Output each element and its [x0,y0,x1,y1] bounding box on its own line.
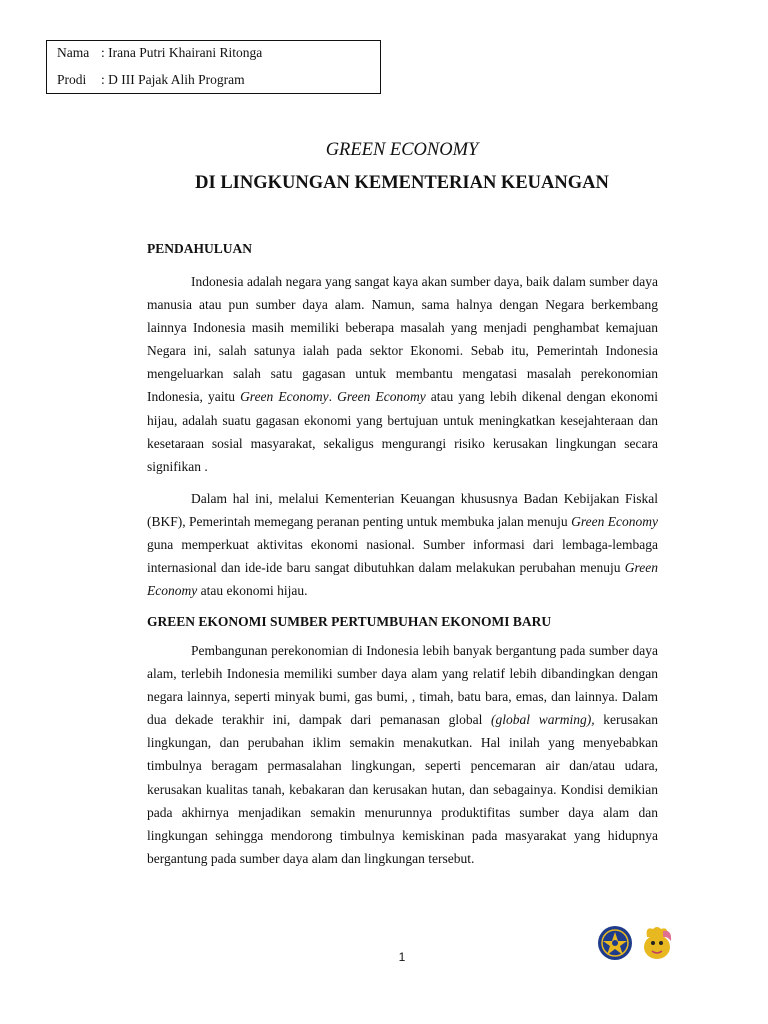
name-value: : Irana Putri Khairani Ritonga [101,45,263,60]
ministry-seal-icon [597,925,633,961]
mascot-icon [639,923,675,961]
section-heading-intro: PENDAHULUAN [147,241,253,256]
prodi-value: : D III Pajak Alih Program [101,72,245,87]
prodi-label: Prodi [57,72,87,87]
document-title-line2: DI LINGKUNGAN KEMENTERIAN KEUANGAN [195,173,609,193]
document-title-line1: GREEN ECONOMY [325,140,479,160]
name-label: Nama [57,45,90,60]
identity-box [46,40,381,94]
name-row [57,45,262,61]
page-number: 1 [398,950,406,964]
paragraph-growth-1: Pembangunan perekonomian di Indonesia lebih banyak bergantung pada sumber daya alam, terlebih Indonesia memiliki sumber daya alam yang relatif lebih dibandingkan dengan negara lainnya, seperti minyak bumi, gas bumi, , timah, batu bara, emas, dan lainnya. Dalam dua dekade terakhir ini, dampak dari pemanasan global (global warming), kerusakan lingkungan, dan perubahan iklim semakin menakutkan. Hal inilah yang menyebabkan timbulnya beragam permasalahan lingkungan, seperti pencemaran air dan/atau udara, kerusakan kualitas tanah, kebakaran dan kerusakan hutan, dan sebagainya. Kondisi demikian pada akhirnya menjadikan semakin menurunnya produktifitas sumber daya alam dan lingkungan sehingga mendorong timbulnya kemiskinan pada masyarakat yang hidupnya bergantung pada sumber daya alam dan lingkungan tersebut. [147,643,658,866]
section-heading-growth: GREEN EKONOMI SUMBER PERTUMBUHAN EKONOMI BARU [147,614,552,629]
paragraph-intro-1: Indonesia adalah negara yang sangat kaya akan sumber daya, baik dalam sumber daya manusia atau pun sumber daya alam. Namun, sama halnya dengan Negara berkembang lainnya Indonesia masih memiliki beberapa masalah yang menjadi penghambat kemajuan Negara ini, salah satunya ialah pada sektor Ekonomi. Sebab itu, Pemerintah Indonesia mengeluarkan salah satu gagasan untuk membantu mengatasi masalah perekonomian Indonesia, yaitu Green Economy. Green Economy atau yang lebih dikenal dengan ekonomi hijau, adalah suatu gagasan ekonomi yang bertujuan untuk meningkatkan kesejahteraan dan kesetaraan sosial masyarakat, sekaligus mengurangi risiko kerusakan lingkungan secara signifikan . [147,274,659,474]
prodi-row [57,72,245,88]
paragraph-intro-2: Dalam hal ini, melalui Kementerian Keuangan khususnya Badan Kebijakan Fiskal (BKF), Pemerintah memegang peranan penting untuk membuka jalan menuju Green Economy guna memperkuat aktivitas ekonomi nasional. Sumber informasi dari lembaga-lembaga internasional dan ide-ide baru sangat dibutuhkan dalam melakukan perubahan menuju Green Economy atau ekonomi hijau. [147,491,658,599]
